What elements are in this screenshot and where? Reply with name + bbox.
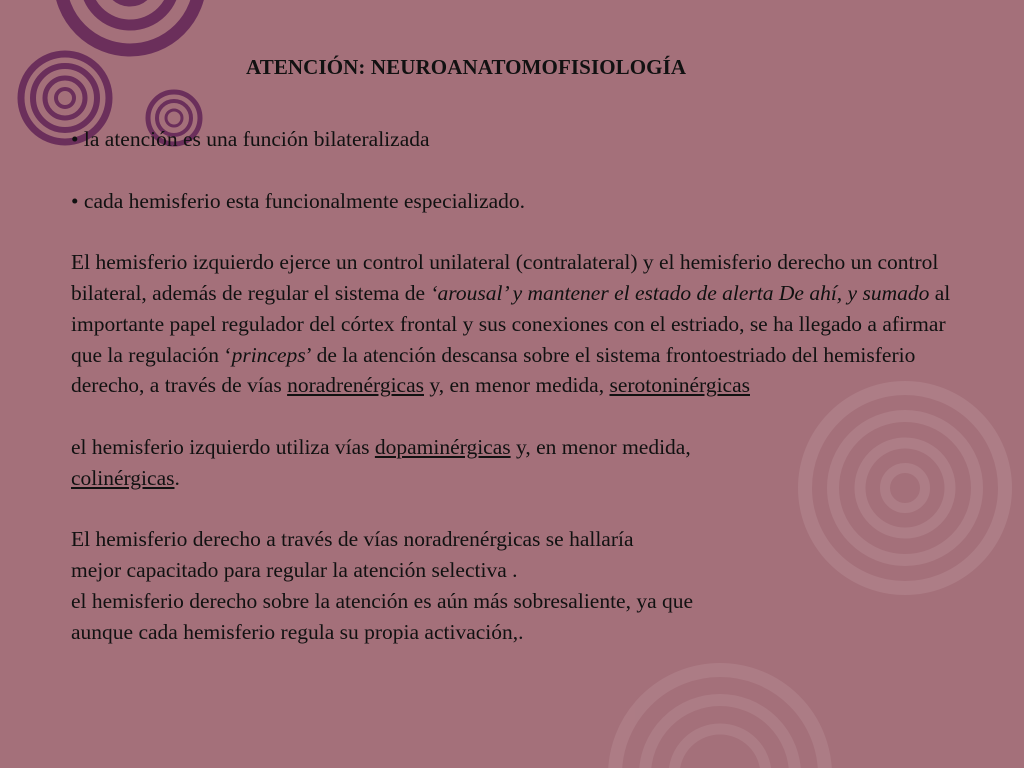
term-dopaminergicas: dopaminérgicas (374, 434, 511, 459)
term-noradrenergicas: noradrenérgicas (287, 373, 424, 398)
bullet-specialized: • cada hemisferio esta funcionalmente especializado. (71, 188, 526, 213)
paragraph-right-hemisphere: El hemisferio derecho a través de vías noradrenérgicas se hallaría mejor capacitado para regular la atención selectiva . el hemisferio derecho sobre la atención es aún más sobresaliente, ya que aunque cada hemisferio regula su propia activación,. (71, 527, 694, 644)
swirl-bottom-faint (615, 670, 825, 768)
term-colinergicas: colinérgicas (71, 465, 175, 490)
slide-content (71, 124, 971, 648)
swirl-top-left-large (60, 0, 200, 50)
term-serotoninergicas: serotoninérgicas (609, 373, 750, 398)
slide-title: ATENCIÓN: NEUROANATOMOFISIOLOGÍA (246, 55, 687, 79)
paragraph-hemispheres: El hemisferio izquierdo ejerce un control unilateral (contralateral) y el hemisferio derecho un control bilateral, además de regular el sistema de ‘arousal’ y mantener el estado de alerta De ahí, y sumado al importante papel regulador del córtex frontal y sus conexiones con el estriado, se ha llegado a afirmar que la regulación ‘princeps’ de la atención descansa sobre el sistema frontoestriado del hemisferio derecho, a través de vías noradrenérgicas y, en menor medida, serotoninérgicas (71, 250, 951, 398)
paragraph-left-hemisphere: el hemisferio izquierdo utiliza vías dopaminérgicas y, en menor medida, colinérgicas. (71, 434, 691, 490)
bullet-bilateral: • la atención es una función bilateralizada (71, 127, 430, 151)
